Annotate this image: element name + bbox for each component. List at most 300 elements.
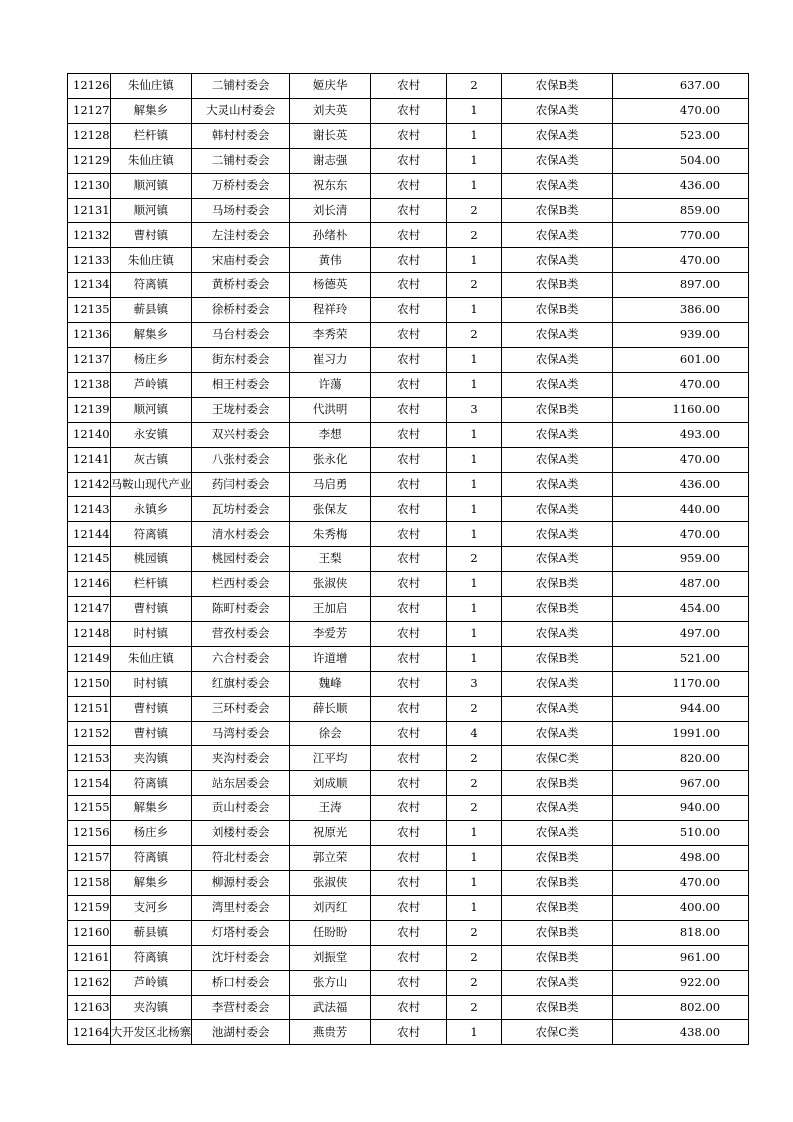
record-id-cell: 12150 (68, 671, 111, 696)
insurance-category-cell: 农保B类 (502, 273, 613, 298)
town-cell: 时村镇 (110, 621, 192, 646)
person-name-cell: 孙绪朴 (290, 223, 371, 248)
table-row (68, 970, 749, 995)
table-row (68, 372, 749, 397)
insurance-category-cell: 农保A类 (502, 223, 613, 248)
household-count-cell: 1 (447, 846, 502, 871)
area-type-cell: 农村 (371, 646, 447, 671)
area-type-cell: 农村 (371, 846, 447, 871)
table-row (68, 397, 749, 422)
area-type-cell: 农村 (371, 970, 447, 995)
amount-cell: 493.00 (613, 422, 749, 447)
insurance-category-cell: 农保B类 (502, 871, 613, 896)
area-type-cell: 农村 (371, 696, 447, 721)
town-cell: 时村镇 (110, 671, 192, 696)
town-cell: 夹沟镇 (110, 995, 192, 1020)
town-cell: 永镇乡 (110, 497, 192, 522)
household-count-cell: 3 (447, 397, 502, 422)
record-id-cell: 12153 (68, 746, 111, 771)
table-row (68, 223, 749, 248)
household-count-cell: 1 (447, 173, 502, 198)
amount-cell: 770.00 (613, 223, 749, 248)
town-cell: 蕲县镇 (110, 298, 192, 323)
table-row (68, 746, 749, 771)
household-count-cell: 2 (447, 945, 502, 970)
person-name-cell: 崔习力 (290, 347, 371, 372)
household-count-cell: 2 (447, 746, 502, 771)
amount-cell: 470.00 (613, 871, 749, 896)
person-name-cell: 王涛 (290, 796, 371, 821)
amount-cell: 859.00 (613, 198, 749, 223)
insurance-category-cell: 农保B类 (502, 945, 613, 970)
table-row (68, 995, 749, 1020)
area-type-cell: 农村 (371, 771, 447, 796)
household-count-cell: 2 (447, 970, 502, 995)
record-id-cell: 12163 (68, 995, 111, 1020)
record-id-cell: 12156 (68, 821, 111, 846)
record-id-cell: 12164 (68, 1020, 111, 1045)
table-row (68, 895, 749, 920)
record-id-cell: 12129 (68, 148, 111, 173)
village-cell: 栏西村委会 (192, 572, 290, 597)
village-cell: 红旗村委会 (192, 671, 290, 696)
area-type-cell: 农村 (371, 821, 447, 846)
village-cell: 韩村村委会 (192, 123, 290, 148)
person-name-cell: 许道增 (290, 646, 371, 671)
village-cell: 八张村委会 (192, 447, 290, 472)
village-cell: 二铺村委会 (192, 74, 290, 99)
household-count-cell: 1 (447, 248, 502, 273)
area-type-cell: 农村 (371, 148, 447, 173)
amount-cell: 820.00 (613, 746, 749, 771)
record-id-cell: 12137 (68, 347, 111, 372)
insurance-category-cell: 农保A类 (502, 347, 613, 372)
person-name-cell: 张淑侠 (290, 871, 371, 896)
person-name-cell: 王梨 (290, 547, 371, 572)
record-id-cell: 12140 (68, 422, 111, 447)
town-cell: 符离镇 (110, 945, 192, 970)
town-cell: 解集乡 (110, 323, 192, 348)
table-row (68, 497, 749, 522)
amount-cell: 1991.00 (613, 721, 749, 746)
village-cell: 瓦坊村委会 (192, 497, 290, 522)
insurance-category-cell: 农保A类 (502, 447, 613, 472)
area-type-cell: 农村 (371, 895, 447, 920)
record-id-cell: 12138 (68, 372, 111, 397)
insurance-category-cell: 农保A类 (502, 621, 613, 646)
area-type-cell: 农村 (371, 223, 447, 248)
roster-table (67, 73, 749, 1045)
insurance-category-cell: 农保A类 (502, 422, 613, 447)
town-cell: 支河乡 (110, 895, 192, 920)
person-name-cell: 祝原光 (290, 821, 371, 846)
insurance-category-cell: 农保B类 (502, 895, 613, 920)
person-name-cell: 朱秀梅 (290, 522, 371, 547)
table-row (68, 173, 749, 198)
insurance-category-cell: 农保B类 (502, 298, 613, 323)
table-row (68, 447, 749, 472)
village-cell: 药闫村委会 (192, 472, 290, 497)
village-cell: 街东村委会 (192, 347, 290, 372)
town-cell: 朱仙庄镇 (110, 248, 192, 273)
village-cell: 贡山村委会 (192, 796, 290, 821)
household-count-cell: 2 (447, 223, 502, 248)
household-count-cell: 1 (447, 148, 502, 173)
insurance-category-cell: 农保A类 (502, 123, 613, 148)
town-cell: 栏杆镇 (110, 572, 192, 597)
amount-cell: 940.00 (613, 796, 749, 821)
table-row (68, 821, 749, 846)
household-count-cell: 4 (447, 721, 502, 746)
table-row (68, 74, 749, 99)
amount-cell: 438.00 (613, 1020, 749, 1045)
record-id-cell: 12148 (68, 621, 111, 646)
insurance-category-cell: 农保A类 (502, 148, 613, 173)
town-cell: 栏杆镇 (110, 123, 192, 148)
town-cell: 符离镇 (110, 771, 192, 796)
town-cell: 灰古镇 (110, 447, 192, 472)
amount-cell: 454.00 (613, 597, 749, 622)
town-cell: 蕲县镇 (110, 920, 192, 945)
amount-cell: 523.00 (613, 123, 749, 148)
insurance-category-cell: 农保A类 (502, 372, 613, 397)
amount-cell: 487.00 (613, 572, 749, 597)
insurance-category-cell: 农保A类 (502, 497, 613, 522)
area-type-cell: 农村 (371, 447, 447, 472)
area-type-cell: 农村 (371, 547, 447, 572)
village-cell: 符北村委会 (192, 846, 290, 871)
town-cell: 朱仙庄镇 (110, 74, 192, 99)
area-type-cell: 农村 (371, 522, 447, 547)
town-cell: 顺河镇 (110, 198, 192, 223)
table-row (68, 671, 749, 696)
area-type-cell: 农村 (371, 298, 447, 323)
household-count-cell: 1 (447, 871, 502, 896)
table-row (68, 472, 749, 497)
insurance-category-cell: 农保A类 (502, 721, 613, 746)
table-row (68, 646, 749, 671)
table-row (68, 945, 749, 970)
household-count-cell: 1 (447, 821, 502, 846)
household-count-cell: 2 (447, 696, 502, 721)
insurance-category-cell: 农保A类 (502, 796, 613, 821)
village-cell: 六合村委会 (192, 646, 290, 671)
record-id-cell: 12152 (68, 721, 111, 746)
household-count-cell: 1 (447, 472, 502, 497)
insurance-category-cell: 农保B类 (502, 920, 613, 945)
village-cell: 大灵山村委会 (192, 98, 290, 123)
table-row (68, 298, 749, 323)
household-count-cell: 2 (447, 796, 502, 821)
record-id-cell: 12132 (68, 223, 111, 248)
record-id-cell: 12128 (68, 123, 111, 148)
table-row (68, 323, 749, 348)
household-count-cell: 2 (447, 547, 502, 572)
village-cell: 清水村委会 (192, 522, 290, 547)
insurance-category-cell: 农保C类 (502, 746, 613, 771)
area-type-cell: 农村 (371, 198, 447, 223)
table-row (68, 198, 749, 223)
amount-cell: 470.00 (613, 98, 749, 123)
household-count-cell: 1 (447, 422, 502, 447)
person-name-cell: 王加启 (290, 597, 371, 622)
town-cell: 马鞍山现代产业 (110, 472, 192, 497)
area-type-cell: 农村 (371, 497, 447, 522)
household-count-cell: 1 (447, 98, 502, 123)
table-row (68, 347, 749, 372)
record-id-cell: 12142 (68, 472, 111, 497)
table-row (68, 920, 749, 945)
amount-cell: 897.00 (613, 273, 749, 298)
town-cell: 朱仙庄镇 (110, 148, 192, 173)
village-cell: 营孜村委会 (192, 621, 290, 646)
person-name-cell: 武法福 (290, 995, 371, 1020)
area-type-cell: 农村 (371, 472, 447, 497)
person-name-cell: 刘夫英 (290, 98, 371, 123)
amount-cell: 967.00 (613, 771, 749, 796)
area-type-cell: 农村 (371, 323, 447, 348)
record-id-cell: 12151 (68, 696, 111, 721)
person-name-cell: 郭立荣 (290, 846, 371, 871)
amount-cell: 802.00 (613, 995, 749, 1020)
record-id-cell: 12130 (68, 173, 111, 198)
village-cell: 宋庙村委会 (192, 248, 290, 273)
area-type-cell: 农村 (371, 74, 447, 99)
town-cell: 曹村镇 (110, 721, 192, 746)
person-name-cell: 许蕩 (290, 372, 371, 397)
person-name-cell: 李爱芳 (290, 621, 371, 646)
village-cell: 刘楼村委会 (192, 821, 290, 846)
amount-cell: 470.00 (613, 372, 749, 397)
area-type-cell: 农村 (371, 572, 447, 597)
insurance-category-cell: 农保A类 (502, 696, 613, 721)
amount-cell: 961.00 (613, 945, 749, 970)
record-id-cell: 12144 (68, 522, 111, 547)
insurance-category-cell: 农保A类 (502, 970, 613, 995)
amount-cell: 818.00 (613, 920, 749, 945)
record-id-cell: 12158 (68, 871, 111, 896)
amount-cell: 521.00 (613, 646, 749, 671)
record-id-cell: 12161 (68, 945, 111, 970)
town-cell: 夹沟镇 (110, 746, 192, 771)
town-cell: 符离镇 (110, 846, 192, 871)
area-type-cell: 农村 (371, 397, 447, 422)
area-type-cell: 农村 (371, 995, 447, 1020)
area-type-cell: 农村 (371, 273, 447, 298)
record-id-cell: 12157 (68, 846, 111, 871)
person-name-cell: 魏峰 (290, 671, 371, 696)
insurance-category-cell: 农保B类 (502, 646, 613, 671)
person-name-cell: 刘长清 (290, 198, 371, 223)
amount-cell: 436.00 (613, 173, 749, 198)
town-cell: 朱仙庄镇 (110, 646, 192, 671)
table-row (68, 1020, 749, 1045)
person-name-cell: 刘丙红 (290, 895, 371, 920)
insurance-category-cell: 农保B类 (502, 198, 613, 223)
household-count-cell: 1 (447, 646, 502, 671)
household-count-cell: 1 (447, 522, 502, 547)
person-name-cell: 谢长英 (290, 123, 371, 148)
table-row (68, 696, 749, 721)
village-cell: 马场村委会 (192, 198, 290, 223)
person-name-cell: 张保友 (290, 497, 371, 522)
insurance-category-cell: 农保A类 (502, 173, 613, 198)
town-cell: 顺河镇 (110, 397, 192, 422)
person-name-cell: 刘成顺 (290, 771, 371, 796)
village-cell: 万桥村委会 (192, 173, 290, 198)
amount-cell: 400.00 (613, 895, 749, 920)
table-row (68, 597, 749, 622)
amount-cell: 922.00 (613, 970, 749, 995)
amount-cell: 470.00 (613, 248, 749, 273)
household-count-cell: 3 (447, 671, 502, 696)
village-cell: 湾里村委会 (192, 895, 290, 920)
record-id-cell: 12147 (68, 597, 111, 622)
town-cell: 杨庄乡 (110, 821, 192, 846)
area-type-cell: 农村 (371, 347, 447, 372)
area-type-cell: 农村 (371, 597, 447, 622)
village-cell: 陈町村委会 (192, 597, 290, 622)
record-id-cell: 12127 (68, 98, 111, 123)
table-row (68, 273, 749, 298)
area-type-cell: 农村 (371, 123, 447, 148)
village-cell: 王垅村委会 (192, 397, 290, 422)
record-id-cell: 12162 (68, 970, 111, 995)
town-cell: 桃园镇 (110, 547, 192, 572)
record-id-cell: 12131 (68, 198, 111, 223)
area-type-cell: 农村 (371, 945, 447, 970)
table-row (68, 422, 749, 447)
insurance-category-cell: 农保B类 (502, 846, 613, 871)
town-cell: 解集乡 (110, 871, 192, 896)
roster-body (68, 74, 749, 1045)
village-cell: 池湖村委会 (192, 1020, 290, 1045)
insurance-category-cell: 农保A类 (502, 547, 613, 572)
household-count-cell: 2 (447, 995, 502, 1020)
town-cell: 符离镇 (110, 522, 192, 547)
amount-cell: 510.00 (613, 821, 749, 846)
table-row (68, 123, 749, 148)
amount-cell: 386.00 (613, 298, 749, 323)
insurance-category-cell: 农保B类 (502, 572, 613, 597)
person-name-cell: 李想 (290, 422, 371, 447)
person-name-cell: 薛长顺 (290, 696, 371, 721)
insurance-category-cell: 农保A类 (502, 671, 613, 696)
amount-cell: 470.00 (613, 447, 749, 472)
town-cell: 解集乡 (110, 796, 192, 821)
insurance-category-cell: 农保A类 (502, 248, 613, 273)
person-name-cell: 李秀荣 (290, 323, 371, 348)
record-id-cell: 12133 (68, 248, 111, 273)
household-count-cell: 1 (447, 447, 502, 472)
town-cell: 曹村镇 (110, 696, 192, 721)
amount-cell: 440.00 (613, 497, 749, 522)
village-cell: 马湾村委会 (192, 721, 290, 746)
town-cell: 芦岭镇 (110, 970, 192, 995)
table-row (68, 572, 749, 597)
area-type-cell: 农村 (371, 796, 447, 821)
village-cell: 桥口村委会 (192, 970, 290, 995)
record-id-cell: 12155 (68, 796, 111, 821)
area-type-cell: 农村 (371, 746, 447, 771)
amount-cell: 637.00 (613, 74, 749, 99)
amount-cell: 436.00 (613, 472, 749, 497)
household-count-cell: 1 (447, 621, 502, 646)
person-name-cell: 程祥玲 (290, 298, 371, 323)
area-type-cell: 农村 (371, 1020, 447, 1045)
record-id-cell: 12141 (68, 447, 111, 472)
village-cell: 二铺村委会 (192, 148, 290, 173)
insurance-category-cell: 农保A类 (502, 472, 613, 497)
village-cell: 马台村委会 (192, 323, 290, 348)
person-name-cell: 张方山 (290, 970, 371, 995)
area-type-cell: 农村 (371, 871, 447, 896)
record-id-cell: 12146 (68, 572, 111, 597)
record-id-cell: 12159 (68, 895, 111, 920)
area-type-cell: 农村 (371, 671, 447, 696)
town-cell: 永安镇 (110, 422, 192, 447)
person-name-cell: 黄伟 (290, 248, 371, 273)
amount-cell: 470.00 (613, 522, 749, 547)
insurance-category-cell: 农保B类 (502, 397, 613, 422)
village-cell: 桃园村委会 (192, 547, 290, 572)
record-id-cell: 12134 (68, 273, 111, 298)
person-name-cell: 祝东东 (290, 173, 371, 198)
record-id-cell: 12136 (68, 323, 111, 348)
table-row (68, 547, 749, 572)
household-count-cell: 1 (447, 572, 502, 597)
village-cell: 相王村委会 (192, 372, 290, 397)
village-cell: 灯塔村委会 (192, 920, 290, 945)
record-id-cell: 12145 (68, 547, 111, 572)
town-cell: 杨庄乡 (110, 347, 192, 372)
amount-cell: 498.00 (613, 846, 749, 871)
table-row (68, 248, 749, 273)
village-cell: 夹沟村委会 (192, 746, 290, 771)
household-count-cell: 2 (447, 74, 502, 99)
insurance-category-cell: 农保B类 (502, 771, 613, 796)
household-count-cell: 1 (447, 597, 502, 622)
area-type-cell: 农村 (371, 248, 447, 273)
insurance-category-cell: 农保A类 (502, 323, 613, 348)
village-cell: 沈圩村委会 (192, 945, 290, 970)
person-name-cell: 刘振堂 (290, 945, 371, 970)
village-cell: 站东居委会 (192, 771, 290, 796)
area-type-cell: 农村 (371, 98, 447, 123)
insurance-category-cell: 农保B类 (502, 74, 613, 99)
person-name-cell: 燕贵芳 (290, 1020, 371, 1045)
amount-cell: 504.00 (613, 148, 749, 173)
person-name-cell: 张淑侠 (290, 572, 371, 597)
table-row (68, 621, 749, 646)
area-type-cell: 农村 (371, 721, 447, 746)
household-count-cell: 2 (447, 198, 502, 223)
insurance-category-cell: 农保B类 (502, 995, 613, 1020)
village-cell: 左洼村委会 (192, 223, 290, 248)
insurance-category-cell: 农保A类 (502, 522, 613, 547)
table-row (68, 796, 749, 821)
person-name-cell: 徐会 (290, 721, 371, 746)
table-row (68, 98, 749, 123)
table-row (68, 871, 749, 896)
table-row (68, 846, 749, 871)
amount-cell: 601.00 (613, 347, 749, 372)
area-type-cell: 农村 (371, 173, 447, 198)
area-type-cell: 农村 (371, 422, 447, 447)
person-name-cell: 江平均 (290, 746, 371, 771)
table-row (68, 721, 749, 746)
person-name-cell: 代洪明 (290, 397, 371, 422)
